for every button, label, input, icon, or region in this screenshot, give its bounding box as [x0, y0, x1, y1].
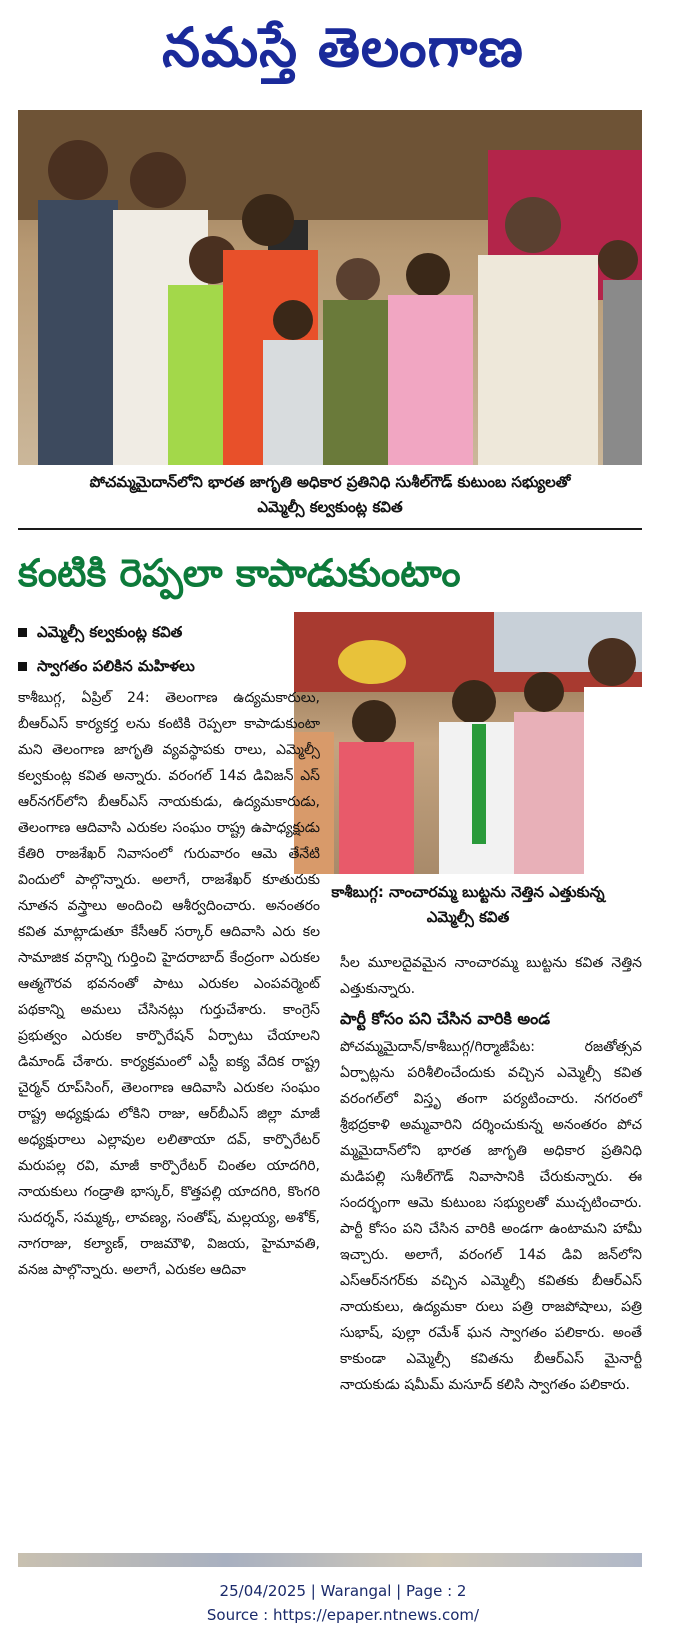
side-news-photo — [294, 612, 642, 874]
article-column-2 — [340, 950, 642, 1398]
newspaper-title: నమస్తే తెలంగాణ — [162, 16, 524, 79]
top-news-photo — [18, 110, 642, 465]
bottom-photo-strip — [18, 1553, 642, 1567]
bullet-item — [18, 615, 288, 649]
divider — [18, 528, 642, 530]
caption-line: కాశీబుగ్గ: నాంచారమ్మ బుట్టను నెత్తిన ఎత్తుకున్న — [331, 883, 605, 901]
group-photo-illustration — [18, 110, 642, 465]
side-photo-caption — [294, 880, 642, 930]
top-photo-caption — [18, 470, 642, 520]
footer-source: Source : https://epaper.ntnews.com/ — [206, 1606, 480, 1624]
headline: కంటికి రెప్పలా కాపాడుకుంటాం — [18, 551, 461, 595]
bullet-square-icon — [18, 662, 27, 671]
bullet-item — [18, 649, 288, 683]
article-paragraph: పోచమ్మమైదాన్/కాశీబుగ్గ/గిర్మాజీపేట: రజతోత్సవ ఏర్పాట్లను పరిశీలించేందుకు వచ్చిన ఎమ్మెల్సీ కవిత వరంగల్‌లో విస్తృ తంగా పర్యటించారు. నగరంలో శ్రీభద్రకాళి అమ్మవారిని దర్శించుకున్న అనంతరం పోచ మ్మమైదాన్‌లోని భారత జాగృతి అధికార ప్రతినిధి మడిపల్లి సుశీల్‌గౌడ్ నివాసానికి చేరుకున్నారు. ఈ సందర్భంగా ఆమె కుటుంబ సభ్యులతో ముచ్చటించారు. పార్టీ కోసం పని చేసిన వారికి అండగా ఉంటామని హామీ ఇచ్చారు. అలాగే, వరంగల్ 14వ డివి జన్‌లోని ఎస్‌ఆర్‌నగర్‌కు వచ్చిన ఎమ్మెల్సీ కవితకు బీఆర్‌ఎస్ నాయకులు, ఉద్యమకా రులు పత్రి రాజపోషాలు, పత్రి సుభాష్, పుల్లా రమేశ్ ఘన స్వాగతం పలికారు. అంతే కాకుండా ఎమ్మెల్సీ కవితను బీఆర్‌ఎస్ మైనార్టీ నాయకుడు షమీమ్ మసూద్ కలిసి స్వాగతం పలికారు. — [340, 1039, 642, 1393]
bullet-text: ఎమ్మెల్సీ కల్వకుంట్ల కవిత — [37, 623, 183, 641]
article-paragraph: కాశీబుగ్గ, ఏప్రిల్ 24: తెలంగాణ ఉద్యమకారులు, బీఆర్‌ఎస్ కార్యకర్త లను కంటికి రెప్పలా కాపాడుకుంటా మని తెలంగాణ జాగృతి వ్యవస్థాపకు రాలు, ఎమ్మెల్సీ కల్వకుంట్ల కవిత అన్నారు. వరంగల్ 14వ డివిజన్ ఎస్ ఆర్‌నగర్‌లోని బీఆర్‌ఎస్ నాయకుడు, ఉద్యమకారుడు, తెలంగాణ ఆదివాసి ఎరుకల సంఘం రాష్ట్ర ఉపాధ్యక్షుడు కేతిరి రాజశేఖర్ నివాసంలో గురువారం ఆమె తేనేటి విందులో పాల్గొన్నారు. అలాగే, రాజశేఖర్ కూతురుకు నూతన వస్త్రాలు అందించి ఆశీర్వదించారు. అనంతరం కవిత మాట్లాడుతూ కేసీఆర్ సర్కార్ ఆదివాసి ఎరు కల సామాజిక వర్గాన్ని గుర్తించి హైదరాబాద్ కేంద్రంగా ఎరుకల ఆత్మగౌరవ భవనంతో పాటు ఎరుకల ఎంపవర్మెంట్ పథకాన్ని అమలు చేసినట్లు గుర్తుచేశారు. కాంగ్రెస్ ప్రభుత్వం ఎరుకల కార్పొరేషన్ ఏర్పాటు చేయాలని డిమాండ్ చేశారు. కార్యక్రమంలో ఎస్టీ ఐక్య వేదిక రాష్ట్ర చైర్మన్ రూప్‌సింగ్, తెలంగాణ ఆదివాసి ఎరుకల సంఘం రాష్ట్ర అధ్యక్షుడు లోకిని రాజు, ఆర్‌బీఎస్ జిల్లా మాజీ అధ్యక్షురాలు ఎల్లావుల లలితాయా దవ్, కార్పొరేటర్ మరుపల్ల రవి, మాజీ కార్పొరేటర్ చింతల యాదగిరి, నాయకులు గండ్రాతి భాస్కర్, కొత్తపల్లి యాదగిరి, కొంగరి సుదర్శన్, సమ్మక్క, లావణ్య, సంతోష్, మల్లయ్య, అశోక్, నాగరాజు, కల్యాణ్, రాజమౌళి, విజయ, హైమావతి, వనజ పాల్గొన్నారు. అలాగే, ఎరుకల ఆదివా — [18, 690, 320, 1278]
footer-dateline: 25/04/2025 | Warangal | Page : 2 — [219, 1582, 467, 1600]
caption-line: ఎమ్మెల్సీ కల్వకుంట్ల కవిత — [257, 498, 403, 516]
article-column-1 — [18, 685, 320, 1283]
caption-line: ఎమ్మెల్సీ కవిత — [426, 908, 510, 926]
masthead — [0, 0, 686, 105]
bullet-list — [18, 615, 288, 683]
procession-photo-illustration — [294, 612, 642, 874]
article-paragraph: సీల మూలదైవమైన నాంచారమ్మ బుట్టను కవిత నెత్తిన ఎత్తుకున్నారు. — [340, 955, 642, 997]
bullet-text: స్వాగతం పలికిన మహిళలు — [37, 657, 195, 675]
bullet-square-icon — [18, 628, 27, 637]
caption-line: పోచమ్మమైదాన్‌లోని భారత జాగృతి అధికార ప్రతినిధి సుశీల్‌గౌడ్ కుటుంబ సభ్యులతో — [89, 473, 571, 491]
article-subheading: పార్టీ కోసం పని చేసిన వారికి అండ — [340, 1009, 551, 1028]
